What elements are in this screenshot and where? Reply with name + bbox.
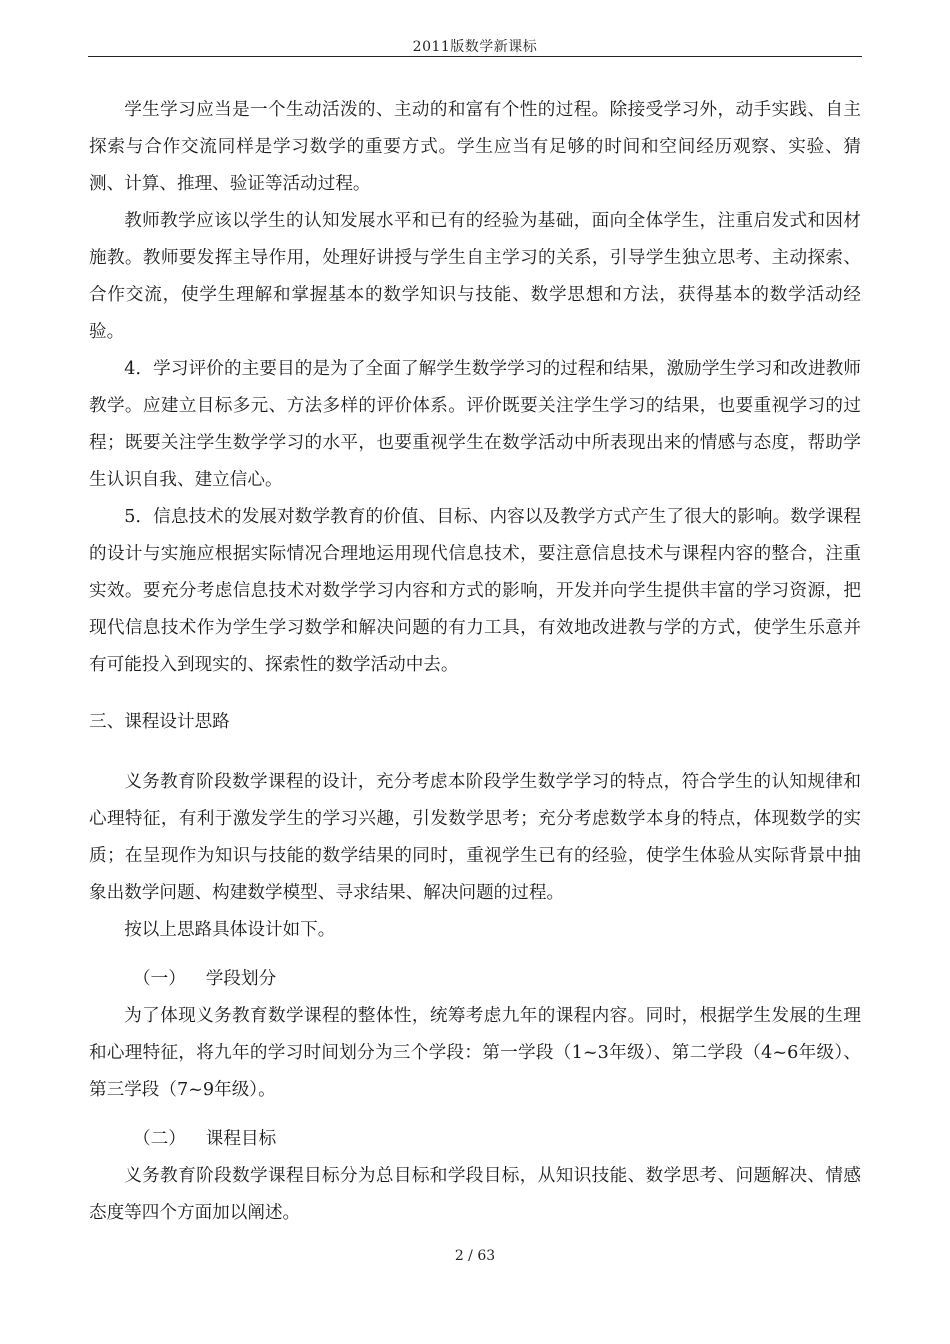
paragraph-information-technology: 5．信息技术的发展对数学教育的价值、目标、内容以及教学方式产生了很大的影响。数学课程的设计与实施应根据实际情况合理地运用现代信息技术，要注意信息技术与课程内容的整合，注重实效。要充分考虑信息技术对数学学习内容和方式的影响，开发并向学生提供丰富的学习资源，把现代信息技术作为学生学习数学和解决问题的有力工具，有效地改进教与学的方式，使学生乐意并有可能投入到现实的、探索性的数学活动中去。 [89, 507, 861, 675]
subsection-title: 课程目标 [205, 1129, 277, 1149]
page-indicator: 2 / 63 [454, 1248, 496, 1264]
subsection-number: （二） [133, 1129, 186, 1149]
subsection-heading-goals [89, 1121, 861, 1158]
paragraph-stages: 为了体现义务教育数学课程的整体性，统筹考虑九年的课程内容。同时，根据学生发展的生理和心理特征，将九年的学习时间划分为三个学段：第一学段（1~3年级）、第二学段（4~6年级）、第三学段（7~9年级）。 [89, 1006, 861, 1100]
subsection-title: 学段划分 [205, 969, 277, 989]
paragraph-design-followup: 按以上思路具体设计如下。 [124, 920, 336, 940]
subsection-number: （一） [133, 969, 186, 989]
running-header-title: 2011版数学新课标 [412, 39, 538, 55]
section-heading: 三、课程设计思路 [89, 712, 230, 732]
paragraph-teaching: 教师教学应该以学生的认知发展水平和已有的经验为基础，面向全体学生，注重启发式和因材施教。教师要发挥主导作用，处理好讲授与学生自主学习的关系，引导学生独立思考、主动探索、合作交流，使学生理解和掌握基本的数学知识与技能、数学思想和方法，获得基本的数学活动经验。 [89, 211, 861, 342]
subsection-heading-stages [89, 961, 861, 998]
paragraph-learning: 学生学习应当是一个生动活泼的、主动的和富有个性的过程。除接受学习外，动手实践、自主探索与合作交流同样是学习数学的重要方式。学生应当有足够的时间和空间经历观察、实验、猜测、计算、推理、验证等活动过程。 [89, 100, 861, 194]
document-body [89, 92, 861, 1232]
header-divider [88, 56, 862, 57]
paragraph-design-intro: 义务教育阶段数学课程的设计，充分考虑本阶段学生数学学习的特点，符合学生的认知规律和心理特征，有利于激发学生的学习兴趣，引发数学思考；充分考虑数学本身的特点，体现数学的实质；在呈现作为知识与技能的数学结果的同时，重视学生已有的经验，使学生体验从实际背景中抽象出数学问题、构建数学模型、寻求结果、解决问题的过程。 [89, 772, 861, 903]
paragraph-evaluation: 4．学习评价的主要目的是为了全面了解学生数学学习的过程和结果，激励学生学习和改进教师教学。应建立目标多元、方法多样的评价体系。评价既要关注学生学习的结果，也要重视学习的过程；既要关注学生数学学习的水平，也要重视学生在数学活动中所表现出来的情感与态度，帮助学生认识自我、建立信心。 [89, 359, 861, 490]
paragraph-goals: 义务教育阶段数学课程目标分为总目标和学段目标，从知识技能、数学思考、问题解决、情感态度等四个方面加以阐述。 [89, 1166, 861, 1223]
